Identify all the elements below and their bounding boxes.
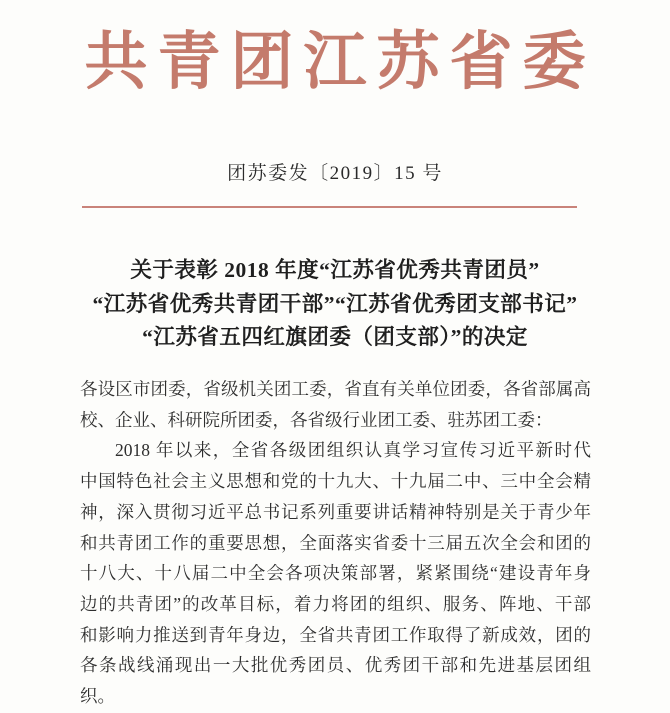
body-paragraph-line: 神，深入贯彻习近平总书记系列重要讲话精神特别是关于青少年 bbox=[80, 501, 591, 522]
body-paragraph-line: 2018 年以来，全省各级团组织认真学习宣传习近平新时代 bbox=[115, 440, 591, 461]
document-title-line-1: 关于表彰 2018 年度“江苏省优秀共青团员” bbox=[130, 258, 540, 282]
body-paragraph-line: 和影响力推送到青年身边，全省共青团工作取得了新成效，团的 bbox=[80, 624, 591, 645]
doc-reference-number: 团苏委发〔2019〕15 号 bbox=[227, 163, 443, 184]
red-divider-rule bbox=[82, 206, 577, 208]
body-paragraph-line: 十八大、十八届二中全会各项决策部署，紧紧围绕“建设青年身 bbox=[80, 563, 591, 584]
org-header-title: 共青团江苏省委 bbox=[84, 27, 596, 97]
document-title-line-3: “江苏省五四红旗团委（团支部）”的决定 bbox=[142, 325, 528, 349]
document-title-line-2: “江苏省优秀共青团干部”“江苏省优秀团支部书记” bbox=[92, 291, 578, 316]
document-body bbox=[80, 374, 591, 712]
body-paragraph-line: 织。 bbox=[80, 686, 115, 707]
body-paragraph-line: 中国特色社会主义思想和党的十九大、十九届二中、三中全会精 bbox=[80, 471, 591, 492]
body-paragraph-line: 边的共青团”的改革目标，着力将团的组织、服务、阵地、干部 bbox=[80, 593, 591, 614]
document-title bbox=[0, 254, 670, 355]
body-paragraph-line: 各条战线涌现出一大批优秀团员、优秀团干部和先进基层团组 bbox=[80, 655, 591, 676]
salutation-line: 校、企业、科研院所团委，各省级行业团工委、驻苏团工委： bbox=[80, 409, 553, 430]
salutation-line: 各设区市团委，省级机关团工委，省直有关单位团委，各省部属高 bbox=[80, 379, 591, 399]
body-paragraph-line: 和共青团工作的重要思想，全面落实省委十三届五次全会和团的 bbox=[80, 532, 591, 553]
